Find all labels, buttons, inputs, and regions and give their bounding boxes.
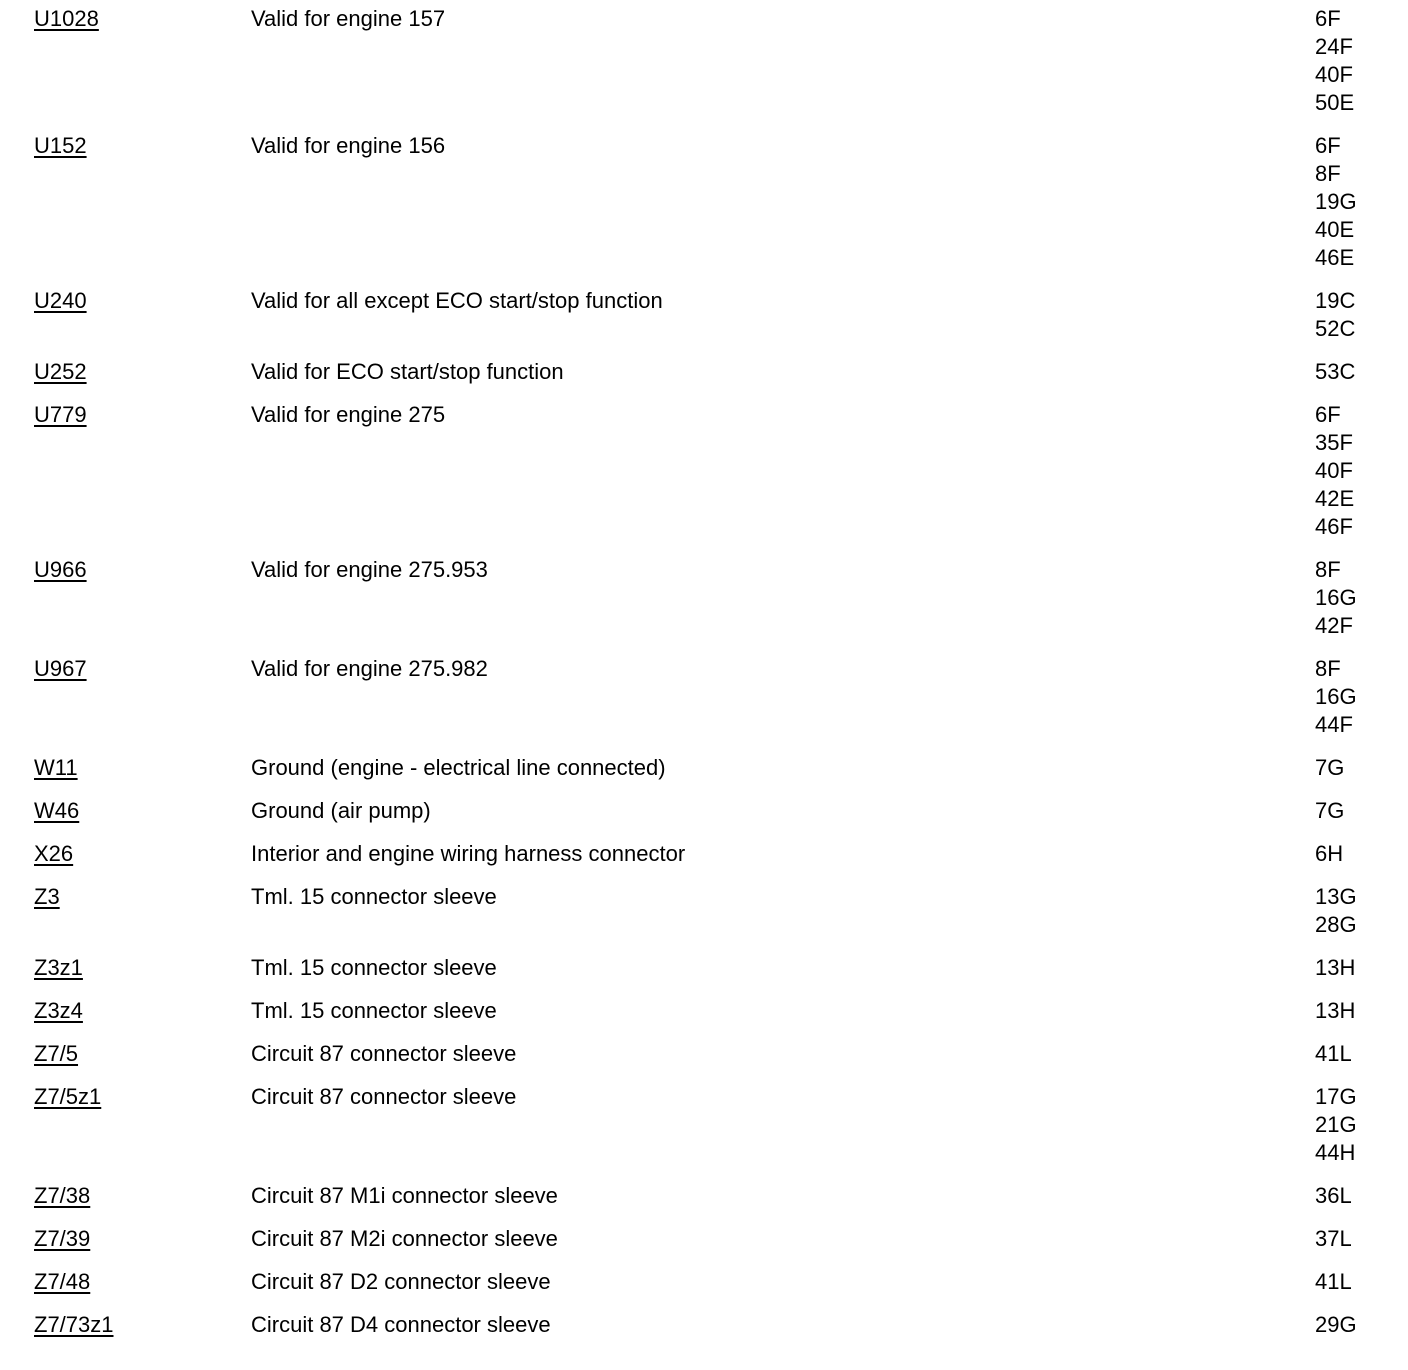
- component-code-link[interactable]: Z3: [34, 884, 60, 909]
- legend-row: [0, 5, 1408, 132]
- legend-row: [0, 132, 1408, 287]
- component-code-link[interactable]: Z7/5z1: [34, 1084, 102, 1109]
- grid-reference-list: [1315, 556, 1408, 640]
- component-description: Valid for engine 157: [251, 6, 446, 31]
- grid-reference: 42F: [1315, 613, 1353, 638]
- grid-reference: 13H: [1315, 998, 1356, 1023]
- grid-reference: 6H: [1315, 841, 1344, 866]
- legend-row: [0, 1040, 1408, 1083]
- legend-row: [0, 1083, 1408, 1182]
- grid-reference: 50E: [1315, 90, 1355, 115]
- legend-row: [0, 840, 1408, 883]
- grid-reference-list: [1315, 401, 1408, 541]
- legend-row: [0, 287, 1408, 358]
- grid-reference: 36L: [1315, 1183, 1352, 1208]
- grid-reference: 40F: [1315, 458, 1353, 483]
- grid-reference-list: [1315, 1040, 1408, 1068]
- grid-reference: 8F: [1315, 656, 1341, 681]
- component-code-link[interactable]: Z7/39: [34, 1226, 91, 1251]
- component-code-link[interactable]: U240: [34, 288, 87, 313]
- grid-reference-list: [1315, 5, 1408, 117]
- grid-reference: 13H: [1315, 955, 1356, 980]
- grid-reference: 21G: [1315, 1112, 1357, 1137]
- grid-reference: 8F: [1315, 161, 1341, 186]
- component-code-link[interactable]: Z3z4: [34, 998, 83, 1023]
- grid-reference: 41L: [1315, 1041, 1352, 1066]
- grid-reference-list: [1315, 358, 1408, 386]
- component-description: Tml. 15 connector sleeve: [251, 998, 497, 1023]
- component-description: Ground (air pump): [251, 798, 431, 823]
- component-code-link[interactable]: X26: [34, 841, 74, 866]
- component-code-link[interactable]: U252: [34, 359, 87, 384]
- component-code-link[interactable]: Z7/38: [34, 1183, 91, 1208]
- component-description: Tml. 15 connector sleeve: [251, 955, 497, 980]
- component-description: Tml. 15 connector sleeve: [251, 884, 497, 909]
- grid-reference-list: [1315, 1268, 1408, 1296]
- component-code-link[interactable]: U966: [34, 557, 87, 582]
- grid-reference-list: [1315, 1182, 1408, 1210]
- grid-reference: 28G: [1315, 912, 1357, 937]
- grid-reference: 19G: [1315, 189, 1357, 214]
- grid-reference: 40E: [1315, 217, 1355, 242]
- grid-reference: 46F: [1315, 514, 1353, 539]
- grid-reference: 6F: [1315, 402, 1341, 427]
- legend-row: [0, 1311, 1408, 1354]
- legend-row: [0, 754, 1408, 797]
- grid-reference-list: [1315, 797, 1408, 825]
- component-description: Valid for engine 156: [251, 133, 446, 158]
- legend-row: [0, 358, 1408, 401]
- legend-row: [0, 954, 1408, 997]
- grid-reference: 52C: [1315, 316, 1356, 341]
- legend-row: [0, 883, 1408, 954]
- grid-reference: 37L: [1315, 1226, 1352, 1251]
- legend-row: [0, 997, 1408, 1040]
- grid-reference-list: [1315, 840, 1408, 868]
- grid-reference: 7G: [1315, 755, 1345, 780]
- component-description: Interior and engine wiring harness connector: [251, 841, 686, 866]
- component-code-link[interactable]: U1028: [34, 6, 99, 31]
- grid-reference: 13G: [1315, 884, 1357, 909]
- component-description: Circuit 87 D2 connector sleeve: [251, 1269, 551, 1294]
- component-code-link[interactable]: U152: [34, 133, 87, 158]
- grid-reference-list: [1315, 954, 1408, 982]
- component-description: Circuit 87 connector sleeve: [251, 1041, 517, 1066]
- component-description: Valid for ECO start/stop function: [251, 359, 564, 384]
- component-description: Valid for engine 275: [251, 402, 446, 427]
- legend-row: [0, 1182, 1408, 1225]
- legend-row: [0, 797, 1408, 840]
- grid-reference: 7G: [1315, 798, 1345, 823]
- component-description: Circuit 87 M2i connector sleeve: [251, 1226, 558, 1251]
- grid-reference: 19C: [1315, 288, 1356, 313]
- grid-reference-list: [1315, 1225, 1408, 1253]
- component-code-link[interactable]: Z7/48: [34, 1269, 91, 1294]
- grid-reference-list: [1315, 1083, 1408, 1167]
- component-code-link[interactable]: W11: [34, 755, 78, 780]
- component-description: Valid for engine 275.953: [251, 557, 488, 582]
- grid-reference: 44H: [1315, 1140, 1356, 1165]
- grid-reference: 42E: [1315, 486, 1355, 511]
- component-code-link[interactable]: U967: [34, 656, 87, 681]
- grid-reference: 24F: [1315, 34, 1353, 59]
- grid-reference: 16G: [1315, 585, 1357, 610]
- grid-reference: 46E: [1315, 245, 1355, 270]
- component-legend-list: [0, 5, 1408, 1354]
- grid-reference: 53C: [1315, 359, 1356, 384]
- component-description: Circuit 87 connector sleeve: [251, 1084, 517, 1109]
- grid-reference: 17G: [1315, 1084, 1357, 1109]
- component-code-link[interactable]: Z3z1: [34, 955, 83, 980]
- component-description: Circuit 87 D4 connector sleeve: [251, 1312, 551, 1337]
- component-description: Valid for all except ECO start/stop function: [251, 288, 663, 313]
- grid-reference-list: [1315, 754, 1408, 782]
- grid-reference: 6F: [1315, 6, 1341, 31]
- legend-row: [0, 401, 1408, 556]
- component-code-link[interactable]: W46: [34, 798, 80, 823]
- legend-row: [0, 1268, 1408, 1311]
- grid-reference-list: [1315, 1311, 1408, 1339]
- grid-reference: 35F: [1315, 430, 1353, 455]
- component-code-link[interactable]: U779: [34, 402, 87, 427]
- legend-row: [0, 1225, 1408, 1268]
- grid-reference: 40F: [1315, 62, 1353, 87]
- grid-reference-list: [1315, 287, 1408, 343]
- grid-reference: 8F: [1315, 557, 1341, 582]
- grid-reference: 41L: [1315, 1269, 1352, 1294]
- grid-reference-list: [1315, 997, 1408, 1025]
- grid-reference: 6F: [1315, 133, 1341, 158]
- legend-row: [0, 556, 1408, 655]
- grid-reference: 16G: [1315, 684, 1357, 709]
- component-description: Valid for engine 275.982: [251, 656, 488, 681]
- component-description: Ground (engine - electrical line connected): [251, 755, 666, 780]
- grid-reference-list: [1315, 132, 1408, 272]
- component-code-link[interactable]: Z7/5: [34, 1041, 79, 1066]
- grid-reference-list: [1315, 883, 1408, 939]
- component-description: Circuit 87 M1i connector sleeve: [251, 1183, 558, 1208]
- grid-reference: 29G: [1315, 1312, 1357, 1337]
- component-code-link[interactable]: Z7/73z1: [34, 1312, 114, 1337]
- legend-row: [0, 655, 1408, 754]
- grid-reference: 44F: [1315, 712, 1353, 737]
- grid-reference-list: [1315, 655, 1408, 739]
